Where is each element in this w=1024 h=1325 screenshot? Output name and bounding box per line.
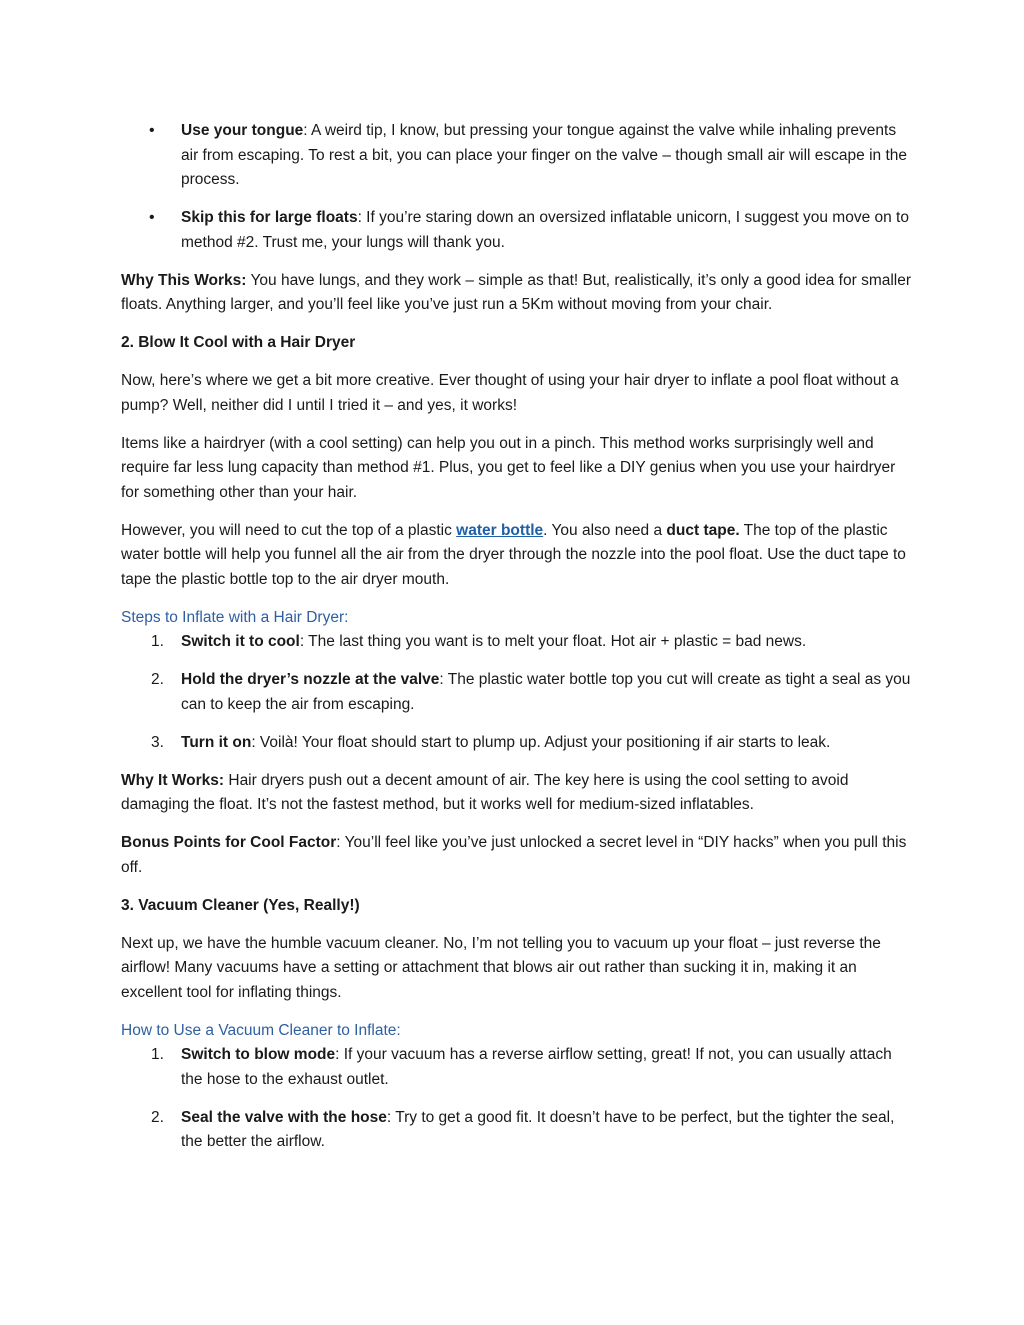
list-item-bold: Hold the dryer’s nozzle at the valve <box>181 671 440 688</box>
why-this-works-text: You have lungs, and they work – simple as that! But, realistically, it’s only a good idea for smaller floats. Anything larger, and you’ll feel like you’ve just run a 5Km without moving from your chair. <box>121 271 912 313</box>
list-number: 3. <box>151 733 164 751</box>
paragraph-text: However, you will need to cut the top of a plastic <box>121 521 457 539</box>
list-item-bold: Switch to blow mode <box>181 1046 336 1063</box>
list-item-text: : A weird tip, I know, but pressing your tongue against the valve while inhaling prevents air from escaping. To rest a bit, you can place your finger on the valve – though small air will escape in the process. <box>181 122 908 188</box>
document-body <box>121 119 911 1168</box>
paragraph-text: . You also need a <box>543 521 667 539</box>
list-number: 1. <box>151 1046 164 1063</box>
list-item <box>121 630 911 655</box>
list-item-bold: Use your tongue <box>181 122 304 139</box>
list-item-text: : If your vacuum has a reverse airflow setting, great! If not, you can usually attach the hose to the exhaust outlet. <box>181 1046 892 1088</box>
list-item <box>121 119 911 193</box>
vacuum-steps-list <box>121 1043 911 1155</box>
why-it-works-text: Hair dryers push out a decent amount of air. The key here is using the cool setting to avoid damaging the float. It’s not the fastest method, but it works well for medium-sized inflatables. <box>121 771 849 813</box>
section-heading-2 <box>121 331 911 356</box>
subheading-steps-hair-dryer: Steps to Inflate with a Hair Dryer: <box>121 608 349 626</box>
section-heading-2-text: 2. Blow It Cool with a Hair Dryer <box>121 334 356 351</box>
list-item-bold: Turn it on <box>181 733 252 751</box>
why-this-works-paragraph <box>121 269 911 318</box>
list-item <box>121 1106 911 1155</box>
paragraph-however <box>121 519 911 593</box>
paragraph-items: Items like a hairdryer (with a cool setting) can help you out in a pinch. This method works surprisingly well and require far less lung capacity than method #1. Plus, you get to feel like a DIY genius when you use your hairdryer for something other than your hair. <box>121 434 896 501</box>
why-it-works-paragraph <box>121 769 911 818</box>
list-item-bold: Switch it to cool <box>181 633 300 650</box>
why-it-works-label: Why It Works: <box>121 771 225 789</box>
subheading-vacuum: How to Use a Vacuum Cleaner to Inflate: <box>121 1021 401 1039</box>
list-item <box>121 206 911 255</box>
why-this-works-label: Why This Works: <box>121 271 247 289</box>
list-item <box>121 731 911 756</box>
bonus-text: : You’ll feel like you’ve just unlocked a secret level in “DIY hacks” when you pull this off. <box>121 834 907 876</box>
section-heading-3 <box>121 894 911 919</box>
bonus-label: Bonus Points for Cool Factor <box>121 834 337 851</box>
list-item-text: : Try to get a good fit. It doesn’t have to be perfect, but the tighter the seal, the better the airflow. <box>181 1108 895 1150</box>
list-item <box>121 668 911 717</box>
list-item-bold: Seal the valve with the hose <box>181 1108 387 1126</box>
list-item <box>121 1043 911 1092</box>
list-number: 1. <box>151 633 164 650</box>
duct-tape-bold: duct tape. <box>666 521 740 539</box>
paragraph-text: The top of the plastic water bottle will help you funnel all the air from the dryer through the nozzle into the pool float. Use the duct tape to tape the plastic bottle top to the air dryer mouth. <box>121 521 906 588</box>
list-item-text: : Voilà! Your float should start to plump up. Adjust your positioning if air starts to leak. <box>251 733 831 751</box>
hair-dryer-steps-list <box>121 630 911 755</box>
list-number: 2. <box>151 671 164 688</box>
tips-bullet-list <box>121 119 911 255</box>
section-heading-3-text: 3. Vacuum Cleaner (Yes, Really!) <box>121 896 360 914</box>
list-item-text: : The last thing you want is to melt your float. Hot air + plastic = bad news. <box>299 633 807 650</box>
list-item-text: : The plastic water bottle top you cut will create as tight a seal as you can to keep the air from escaping. <box>181 671 911 713</box>
water-bottle-link[interactable]: water bottle <box>456 521 544 539</box>
list-item-bold: Skip this for large floats <box>181 209 358 226</box>
paragraph-now: Now, here’s where we get a bit more creative. Ever thought of using your hair dryer to inflate a pool float without a pump? Well, neither did I until I tried it – and yes, it works! <box>121 372 899 414</box>
list-item-text: : If you’re staring down an oversized inflatable unicorn, I suggest you move on to method #2. Trust me, your lungs will thank you. <box>181 209 909 251</box>
paragraph-next: Next up, we have the humble vacuum cleaner. No, I’m not telling you to vacuum up your float – just reverse the airflow! Many vacuums have a setting or attachment that blows air out rather than sucking it in, making it an excellent tool for inflating things. <box>121 934 881 1001</box>
bonus-paragraph <box>121 831 911 880</box>
list-number: 2. <box>151 1108 164 1126</box>
